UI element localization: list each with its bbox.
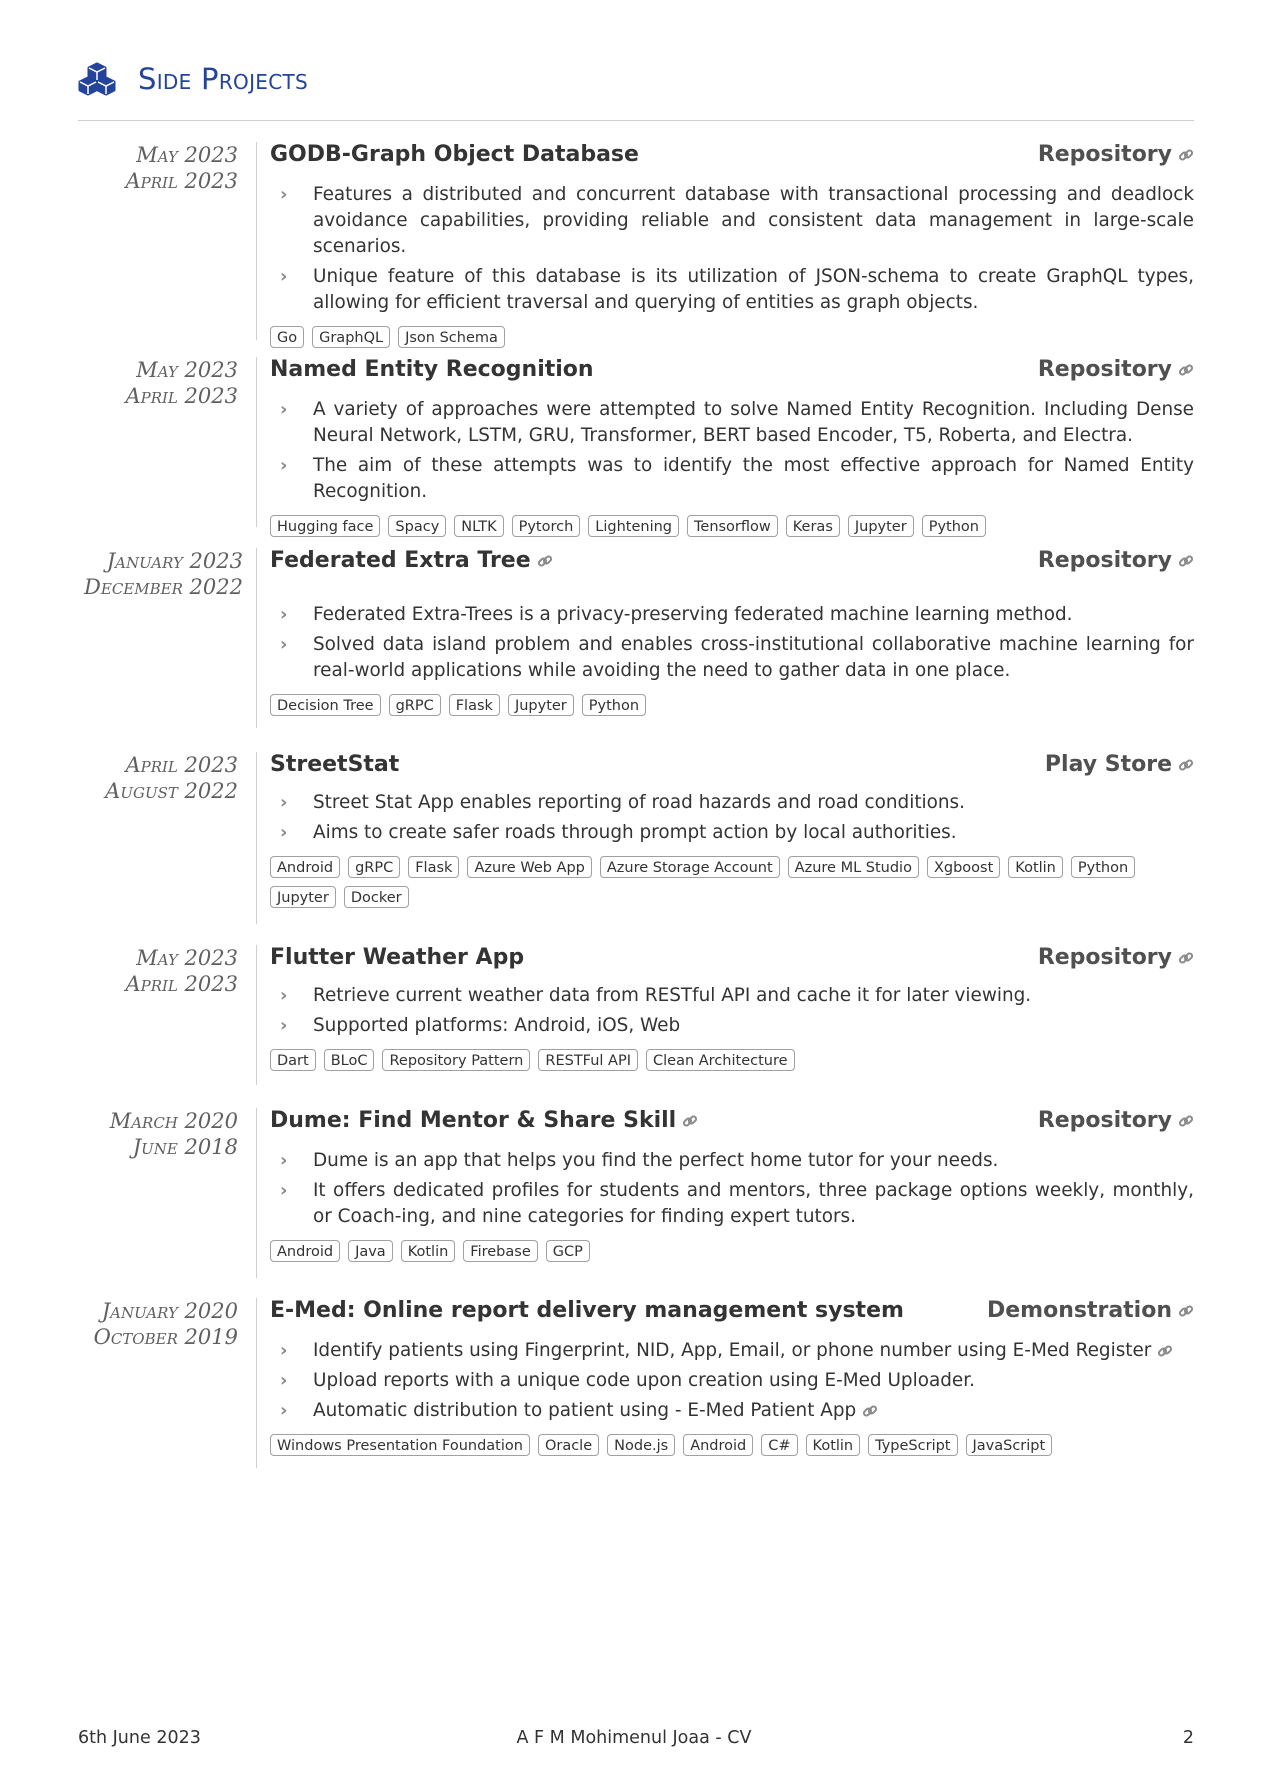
tag: Android — [270, 856, 340, 878]
bullet-item: › Features a distributed and concurrent database with transactional processing and deadlock avoidance capabilities, providing reliable and consistent data management in large-scale scenarios. — [280, 184, 1194, 257]
tag: Repository Pattern — [382, 1049, 530, 1071]
timeline-line — [256, 1108, 257, 1278]
date-end: May 2023 — [136, 143, 238, 167]
chevron-right-icon: › — [280, 184, 288, 205]
link-icon — [1178, 1303, 1194, 1319]
chevron-right-icon: › — [280, 1150, 288, 1171]
tag-list — [270, 1434, 1194, 1464]
date-end: January 2023 — [106, 549, 243, 573]
tag: NLTK — [454, 515, 503, 537]
timeline-line — [256, 142, 257, 340]
timeline-line — [256, 357, 257, 527]
tag: Xgboost — [927, 856, 1000, 878]
date-end: May 2023 — [136, 358, 238, 382]
date-end: April 2023 — [125, 753, 238, 777]
tag: Windows Presentation Foundation — [270, 1434, 530, 1456]
chevron-right-icon: › — [280, 634, 288, 655]
repository-link[interactable] — [1038, 142, 1194, 167]
project-dates — [78, 548, 243, 600]
tag: GCP — [546, 1240, 590, 1262]
timeline-line — [256, 548, 257, 728]
timeline-line — [256, 1298, 257, 1468]
tag-list — [270, 856, 1194, 916]
tag: Kotlin — [401, 1240, 456, 1262]
timeline-line — [256, 945, 257, 1085]
tag: Tensorflow — [687, 515, 778, 537]
tag: gRPC — [348, 856, 400, 878]
link-icon — [1178, 950, 1194, 966]
bullet-item: › It offers dedicated profiles for students and mentors, three package options weekly, monthly, or Coach-ing, and nine categories for finding expert tutors. — [280, 1180, 1194, 1227]
repository-link[interactable] — [1038, 357, 1194, 382]
tag-list — [270, 515, 1194, 545]
chevron-right-icon: › — [280, 822, 288, 843]
tag: TypeScript — [868, 1434, 957, 1456]
chevron-right-icon: › — [280, 455, 288, 476]
link-label[interactable]: Repository — [1037, 142, 1172, 167]
repository-link[interactable] — [1038, 548, 1194, 573]
tag: RESTFul API — [538, 1049, 638, 1071]
project-dates — [78, 1298, 238, 1350]
tag: GraphQL — [312, 326, 390, 348]
date-end: March 2020 — [109, 1109, 238, 1133]
bullet-item: › Retrieve current weather data from RESTful API and cache it for later viewing. — [270, 983, 1194, 1009]
chevron-right-icon: › — [280, 1015, 288, 1036]
link-label[interactable]: Repository — [1037, 548, 1172, 573]
bullet-item: › The aim of these attempts was to identify the most effective approach for Named Entity Recognition. — [280, 455, 1194, 502]
date-start: June 2018 — [132, 1135, 238, 1159]
tag: Jupyter — [848, 515, 914, 537]
project-title: GODB-Graph Object Database — [270, 142, 639, 167]
chevron-right-icon: › — [280, 604, 288, 625]
date-end: January 2020 — [101, 1299, 238, 1323]
tag-list — [270, 694, 1194, 724]
link-label[interactable]: Play Store — [1044, 752, 1172, 777]
tag: Clean Architecture — [646, 1049, 795, 1071]
tag: Flask — [408, 856, 459, 878]
project-dates — [78, 945, 238, 997]
tag: gRPC — [389, 694, 441, 716]
bullet-item: › Aims to create safer roads through prompt action by local authorities. — [270, 820, 1194, 846]
link-icon — [1178, 147, 1194, 163]
link-icon[interactable] — [1157, 1343, 1173, 1359]
bullet-item: › Automatic distribution to patient using - E-Med Patient App — [270, 1398, 1194, 1424]
tag: Oracle — [538, 1434, 599, 1456]
bullet-item: › Dume is an app that helps you find the perfect home tutor for your needs. — [270, 1148, 1194, 1174]
tag: JavaScript — [966, 1434, 1053, 1456]
tag: Spacy — [388, 515, 446, 537]
tag-list — [270, 1049, 1194, 1079]
date-start: April 2023 — [125, 169, 238, 193]
link-icon — [1178, 553, 1194, 569]
chevron-right-icon: › — [280, 1400, 288, 1421]
tag: Python — [582, 694, 646, 716]
tag: Pytorch — [512, 515, 581, 537]
tag: Python — [922, 515, 986, 537]
repository-link[interactable] — [1038, 1108, 1194, 1133]
tag: C# — [761, 1434, 797, 1456]
tag: Azure ML Studio — [788, 856, 919, 878]
link-label[interactable]: Repository — [1037, 357, 1172, 382]
chevron-right-icon: › — [280, 1370, 288, 1391]
project-title: Federated Extra Tree — [270, 548, 553, 573]
tag: Jupyter — [508, 694, 574, 716]
bullet-item: › Solved data island problem and enables cross-institutional collaborative machine learning for real-world applications while avoiding the need to gather data in one place. — [280, 634, 1194, 681]
link-icon — [1178, 362, 1194, 378]
project-title: StreetStat — [270, 752, 400, 777]
link-icon — [1178, 1113, 1194, 1129]
footer-name: A F M Mohimenul Joaa - CV — [516, 1728, 752, 1748]
chevron-right-icon: › — [280, 792, 288, 813]
project-title: E-Med: Online report delivery management system — [270, 1298, 904, 1323]
tag: Kotlin — [806, 1434, 861, 1456]
chevron-right-icon: › — [280, 985, 288, 1006]
bullet-item: › Identify patients using Fingerprint, NID, App, Email, or phone number using E-Med Register — [270, 1338, 1194, 1364]
project-dates — [78, 1108, 238, 1160]
tag: Lightening — [588, 515, 679, 537]
bullet-item: › Upload reports with a unique code upon creation using E-Med Uploader. — [270, 1368, 1194, 1394]
link-icon[interactable] — [682, 1113, 698, 1129]
chevron-right-icon: › — [280, 266, 288, 287]
bullet-item: › A variety of approaches were attempted to solve Named Entity Recognition. Including Dense Neural Network, LSTM, GRU, Transformer, BERT based Encoder, T5, Roberta, and Electra. — [280, 399, 1194, 446]
project-dates — [78, 357, 238, 409]
tag: Hugging face — [270, 515, 380, 537]
footer-date: 6th June 2023 — [78, 1728, 201, 1748]
play-store-link[interactable] — [1045, 752, 1194, 777]
tag: Dart — [270, 1049, 316, 1071]
bullet-item: › Street Stat App enables reporting of road hazards and road conditions. — [270, 790, 1194, 816]
link-icon — [1178, 757, 1194, 773]
date-start: April 2023 — [125, 384, 238, 408]
link-label[interactable]: Repository — [1037, 1108, 1172, 1133]
date-start: December 2022 — [84, 575, 243, 599]
tag: Java — [348, 1240, 393, 1262]
tag-list — [270, 326, 1194, 356]
tag: Decision Tree — [270, 694, 381, 716]
project-dates — [78, 752, 238, 804]
bullet-item: › Supported platforms: Android, iOS, Web — [270, 1013, 1194, 1039]
link-label[interactable]: Repository — [1037, 945, 1172, 970]
project-title: Named Entity Recognition — [270, 357, 594, 382]
tag: Docker — [344, 886, 409, 908]
timeline-line — [256, 752, 257, 924]
tag: Android — [683, 1434, 753, 1456]
project-dates — [78, 142, 238, 194]
tag: Go — [270, 326, 304, 348]
chevron-right-icon: › — [280, 399, 288, 420]
date-start: August 2022 — [105, 779, 238, 803]
tag: BLoC — [324, 1049, 375, 1071]
project-title: Flutter Weather App — [270, 945, 525, 970]
demonstration-link[interactable] — [987, 1298, 1194, 1323]
date-start: April 2023 — [125, 972, 238, 996]
cubes-icon — [78, 62, 116, 96]
repository-link[interactable] — [1038, 945, 1194, 970]
section-divider — [78, 120, 1194, 121]
tag: Azure Storage Account — [600, 856, 780, 878]
tag: Node.js — [607, 1434, 675, 1456]
tag: Firebase — [463, 1240, 537, 1262]
bullet-item: › Unique feature of this database is its utilization of JSON-schema to create GraphQL types, allowing for efficient traversal and querying of entities as graph objects. — [280, 266, 1194, 313]
tag: Flask — [449, 694, 500, 716]
tag: Python — [1071, 856, 1135, 878]
chevron-right-icon: › — [280, 1340, 288, 1361]
project-title: Dume: Find Mentor & Share Skill — [270, 1108, 698, 1133]
link-label[interactable]: Demonstration — [986, 1298, 1172, 1323]
tag: Json Schema — [398, 326, 505, 348]
section-title: Side Projects — [138, 62, 309, 96]
date-start: October 2019 — [93, 1325, 238, 1349]
tag: Azure Web App — [467, 856, 591, 878]
tag-list — [270, 1240, 1194, 1270]
chevron-right-icon: › — [280, 1180, 288, 1201]
link-icon[interactable] — [862, 1403, 878, 1419]
tag: Kotlin — [1008, 856, 1063, 878]
tag: Android — [270, 1240, 340, 1262]
page-number: 2 — [1182, 1728, 1194, 1748]
bullet-item: › Federated Extra-Trees is a privacy-preserving federated machine learning method. — [270, 602, 1194, 628]
date-end: May 2023 — [136, 946, 238, 970]
tag: Keras — [786, 515, 840, 537]
section-header — [78, 62, 308, 96]
link-icon[interactable] — [537, 553, 553, 569]
tag: Jupyter — [270, 886, 336, 908]
